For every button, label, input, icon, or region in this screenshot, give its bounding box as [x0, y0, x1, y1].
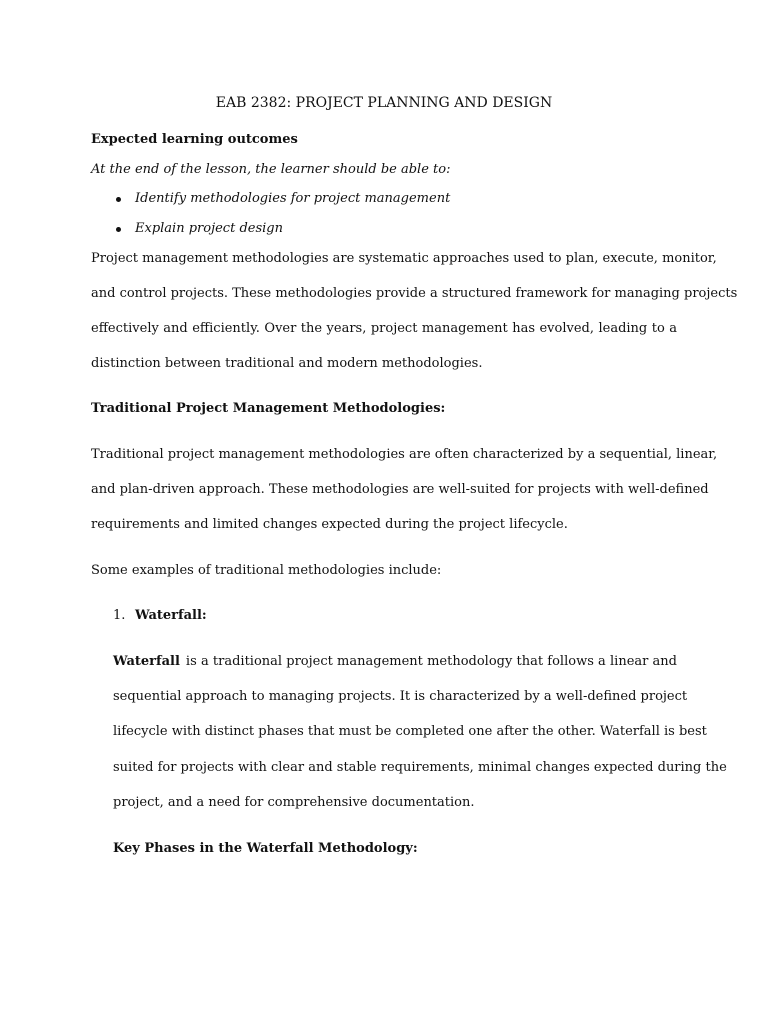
outcome-text: Explain project design — [135, 221, 283, 236]
paragraph-line: effectively and efficiently. Over the years, project management has evolved, leading to a — [91, 321, 677, 336]
paragraph-line: and plan-driven approach. These methodologies are well-suited for projects with well-defined — [91, 482, 709, 497]
waterfall-term: Waterfall — [113, 654, 180, 669]
outcome-text: Identify methodologies for project management — [135, 191, 451, 206]
paragraph-first-line — [113, 653, 677, 671]
examples-intro: Some examples of traditional methodologies include: — [91, 563, 442, 578]
list-number: 1. — [113, 608, 126, 623]
paragraph-line: Traditional project management methodologies are often characterized by a sequential, linear, — [91, 447, 718, 462]
paragraph-line: distinction between traditional and modern methodologies. — [91, 356, 483, 371]
traditional-heading: Traditional Project Management Methodologies: — [91, 401, 446, 416]
list-item-label: Waterfall: — [135, 608, 207, 623]
paragraph-line: requirements and limited changes expected during the project lifecycle. — [91, 517, 568, 532]
bullet-icon — [116, 197, 121, 202]
paragraph-line: is a traditional project management methodology that follows a linear and — [185, 654, 677, 669]
document-title: EAB 2382: PROJECT PLANNING AND DESIGN — [215, 95, 553, 111]
outcomes-heading: Expected learning outcomes — [91, 132, 298, 147]
paragraph-line: lifecycle with distinct phases that must be completed one after the other. Waterfall is best — [113, 724, 707, 739]
paragraph-line: and control projects. These methodologies provide a structured framework for managing projects — [91, 286, 738, 301]
bullet-icon — [116, 227, 121, 232]
outcomes-intro: At the end of the lesson, the learner should be able to: — [91, 162, 451, 177]
phases-heading: Key Phases in the Waterfall Methodology: — [113, 841, 418, 856]
paragraph-line: Project management methodologies are systematic approaches used to plan, execute, monitor, — [91, 251, 717, 266]
paragraph-line: suited for projects with clear and stable requirements, minimal changes expected during the — [113, 760, 727, 775]
paragraph-line: project, and a need for comprehensive documentation. — [113, 795, 475, 810]
paragraph-line: sequential approach to managing projects. It is characterized by a well-defined project — [113, 689, 688, 704]
